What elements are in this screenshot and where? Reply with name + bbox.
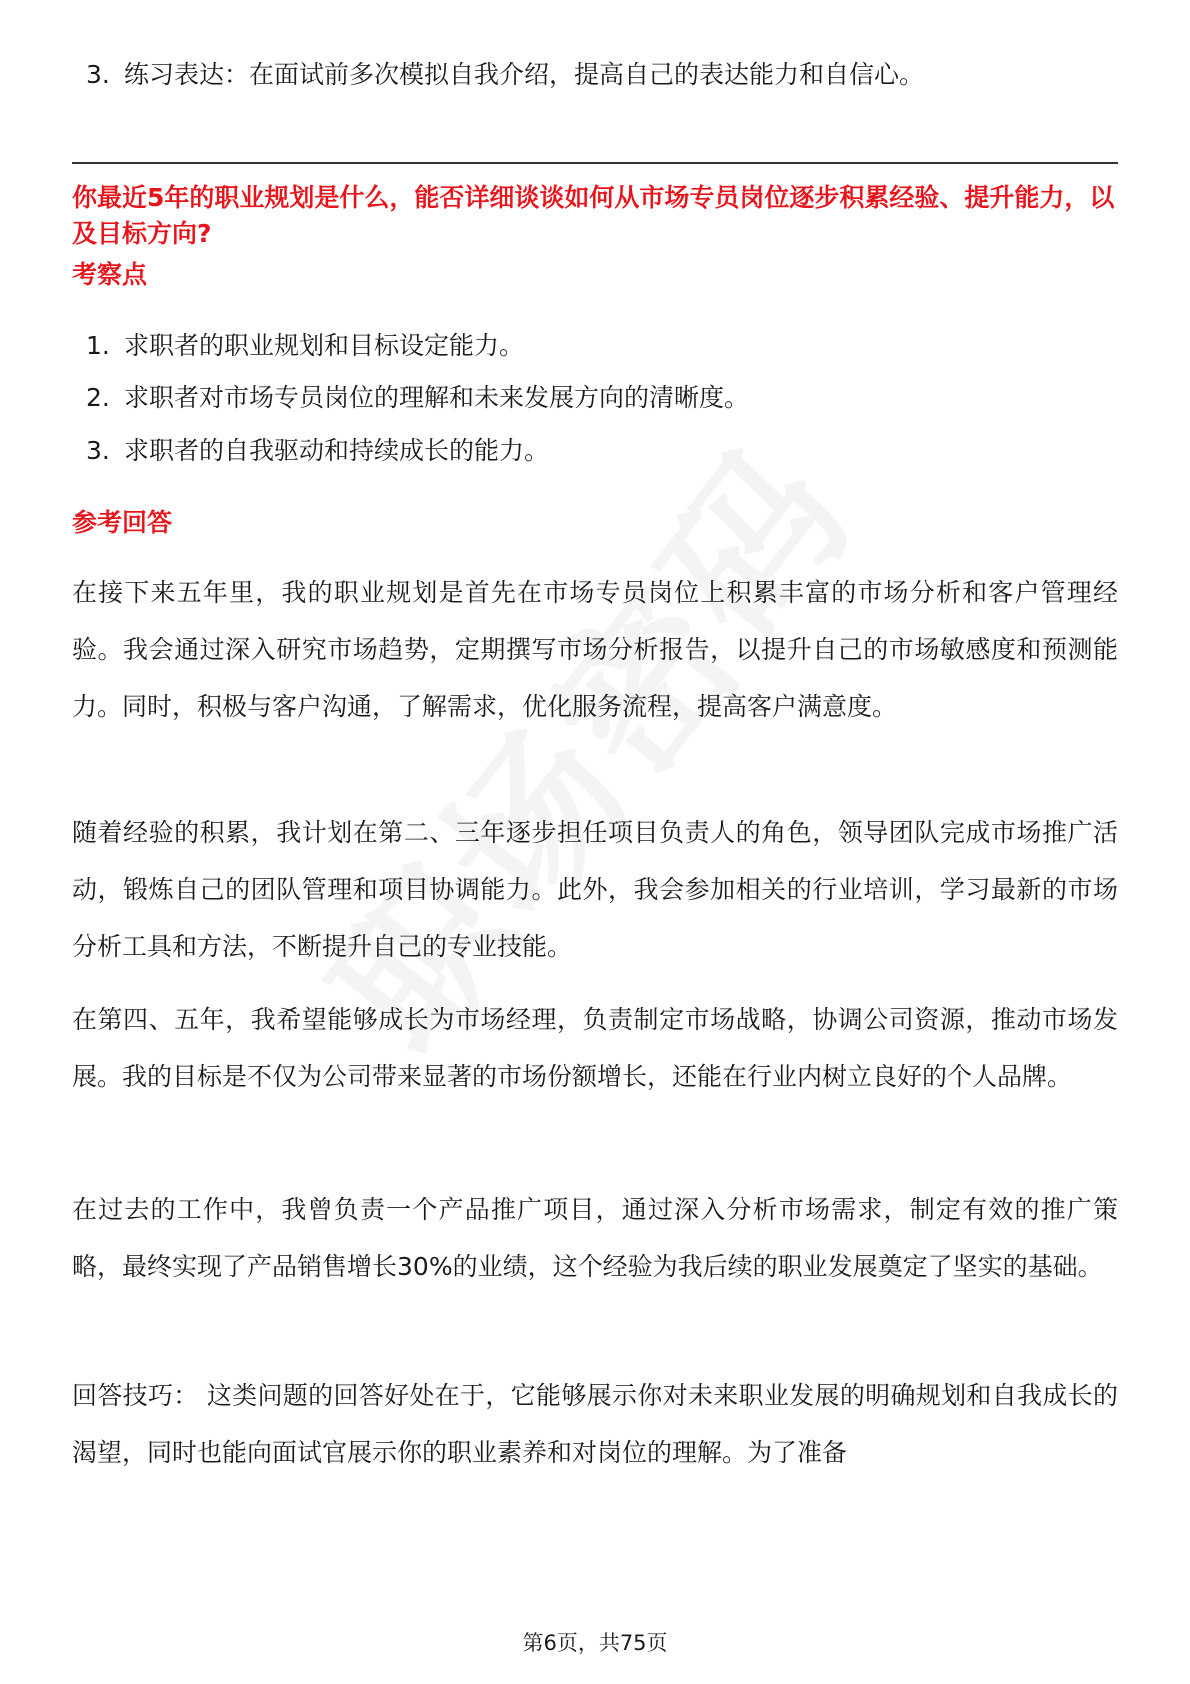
answer-paragraph: 随着经验的积累，我计划在第二、三年逐步担任项目负责人的角色，领导团队完成市场推广活动，锻炼自己的团队管理和项目协调能力。此外，我会参加相关的行业培训，学习最新的市场分析工具和方法，不断提升自己的专业技能。: [72, 818, 1118, 961]
list-number: 3.: [86, 436, 110, 465]
document-page: [72, 0, 1118, 1684]
list-text: 求职者对市场专员岗位的理解和未来发展方向的清晰度。: [124, 383, 750, 412]
focus-heading: 考察点: [72, 260, 148, 289]
tips-paragraph: 回答技巧： 这类问题的回答好处在于，它能够展示你对未来职业发展的明确规划和自我成长的渴望，同时也能向面试官展示你的职业素养和对岗位的理解。为了准备: [72, 1381, 1118, 1467]
list-item: [86, 434, 549, 468]
answer-heading: 参考回答: [72, 508, 173, 537]
section-divider: [72, 162, 1118, 164]
list-number: 3.: [86, 60, 110, 89]
answer-paragraph: 在过去的工作中，我曾负责一个产品推广项目，通过深入分析市场需求，制定有效的推广策略，最终实现了产品销售增长30%的业绩，这个经验为我后续的职业发展奠定了坚实的基础。: [72, 1195, 1118, 1281]
list-item: [86, 329, 524, 363]
list-number: 1.: [86, 331, 110, 360]
list-text: 求职者的自我驱动和持续成长的能力。: [124, 436, 550, 465]
answer-paragraph: 在第四、五年，我希望能够成长为市场经理，负责制定市场战略，协调公司资源，推动市场发展。我的目标是不仅为公司带来显著的市场份额增长，还能在行业内树立良好的个人品牌。: [72, 1005, 1118, 1091]
question-heading: 你最近5年的职业规划是什么，能否详细谈谈如何从市场专员岗位逐步积累经验、提升能力，以及目标方向?: [72, 183, 1115, 248]
list-number: 2.: [86, 383, 110, 412]
list-text: 练习表达：在面试前多次模拟自我介绍，提高自己的表达能力和自信心。: [124, 60, 925, 89]
list-text: 求职者的职业规划和目标设定能力。: [124, 331, 525, 360]
list-item: [86, 381, 749, 415]
answer-paragraph: 在接下来五年里，我的职业规划是首先在市场专员岗位上积累丰富的市场分析和客户管理经验。我会通过深入研究市场趋势，定期撰写市场分析报告，以提升自己的市场敏感度和预测能力。同时，积极与客户沟通，了解需求，优化服务流程，提高客户满意度。: [72, 578, 1118, 721]
list-item: [86, 58, 924, 92]
page-footer: 第6页，共75页: [522, 1631, 668, 1655]
